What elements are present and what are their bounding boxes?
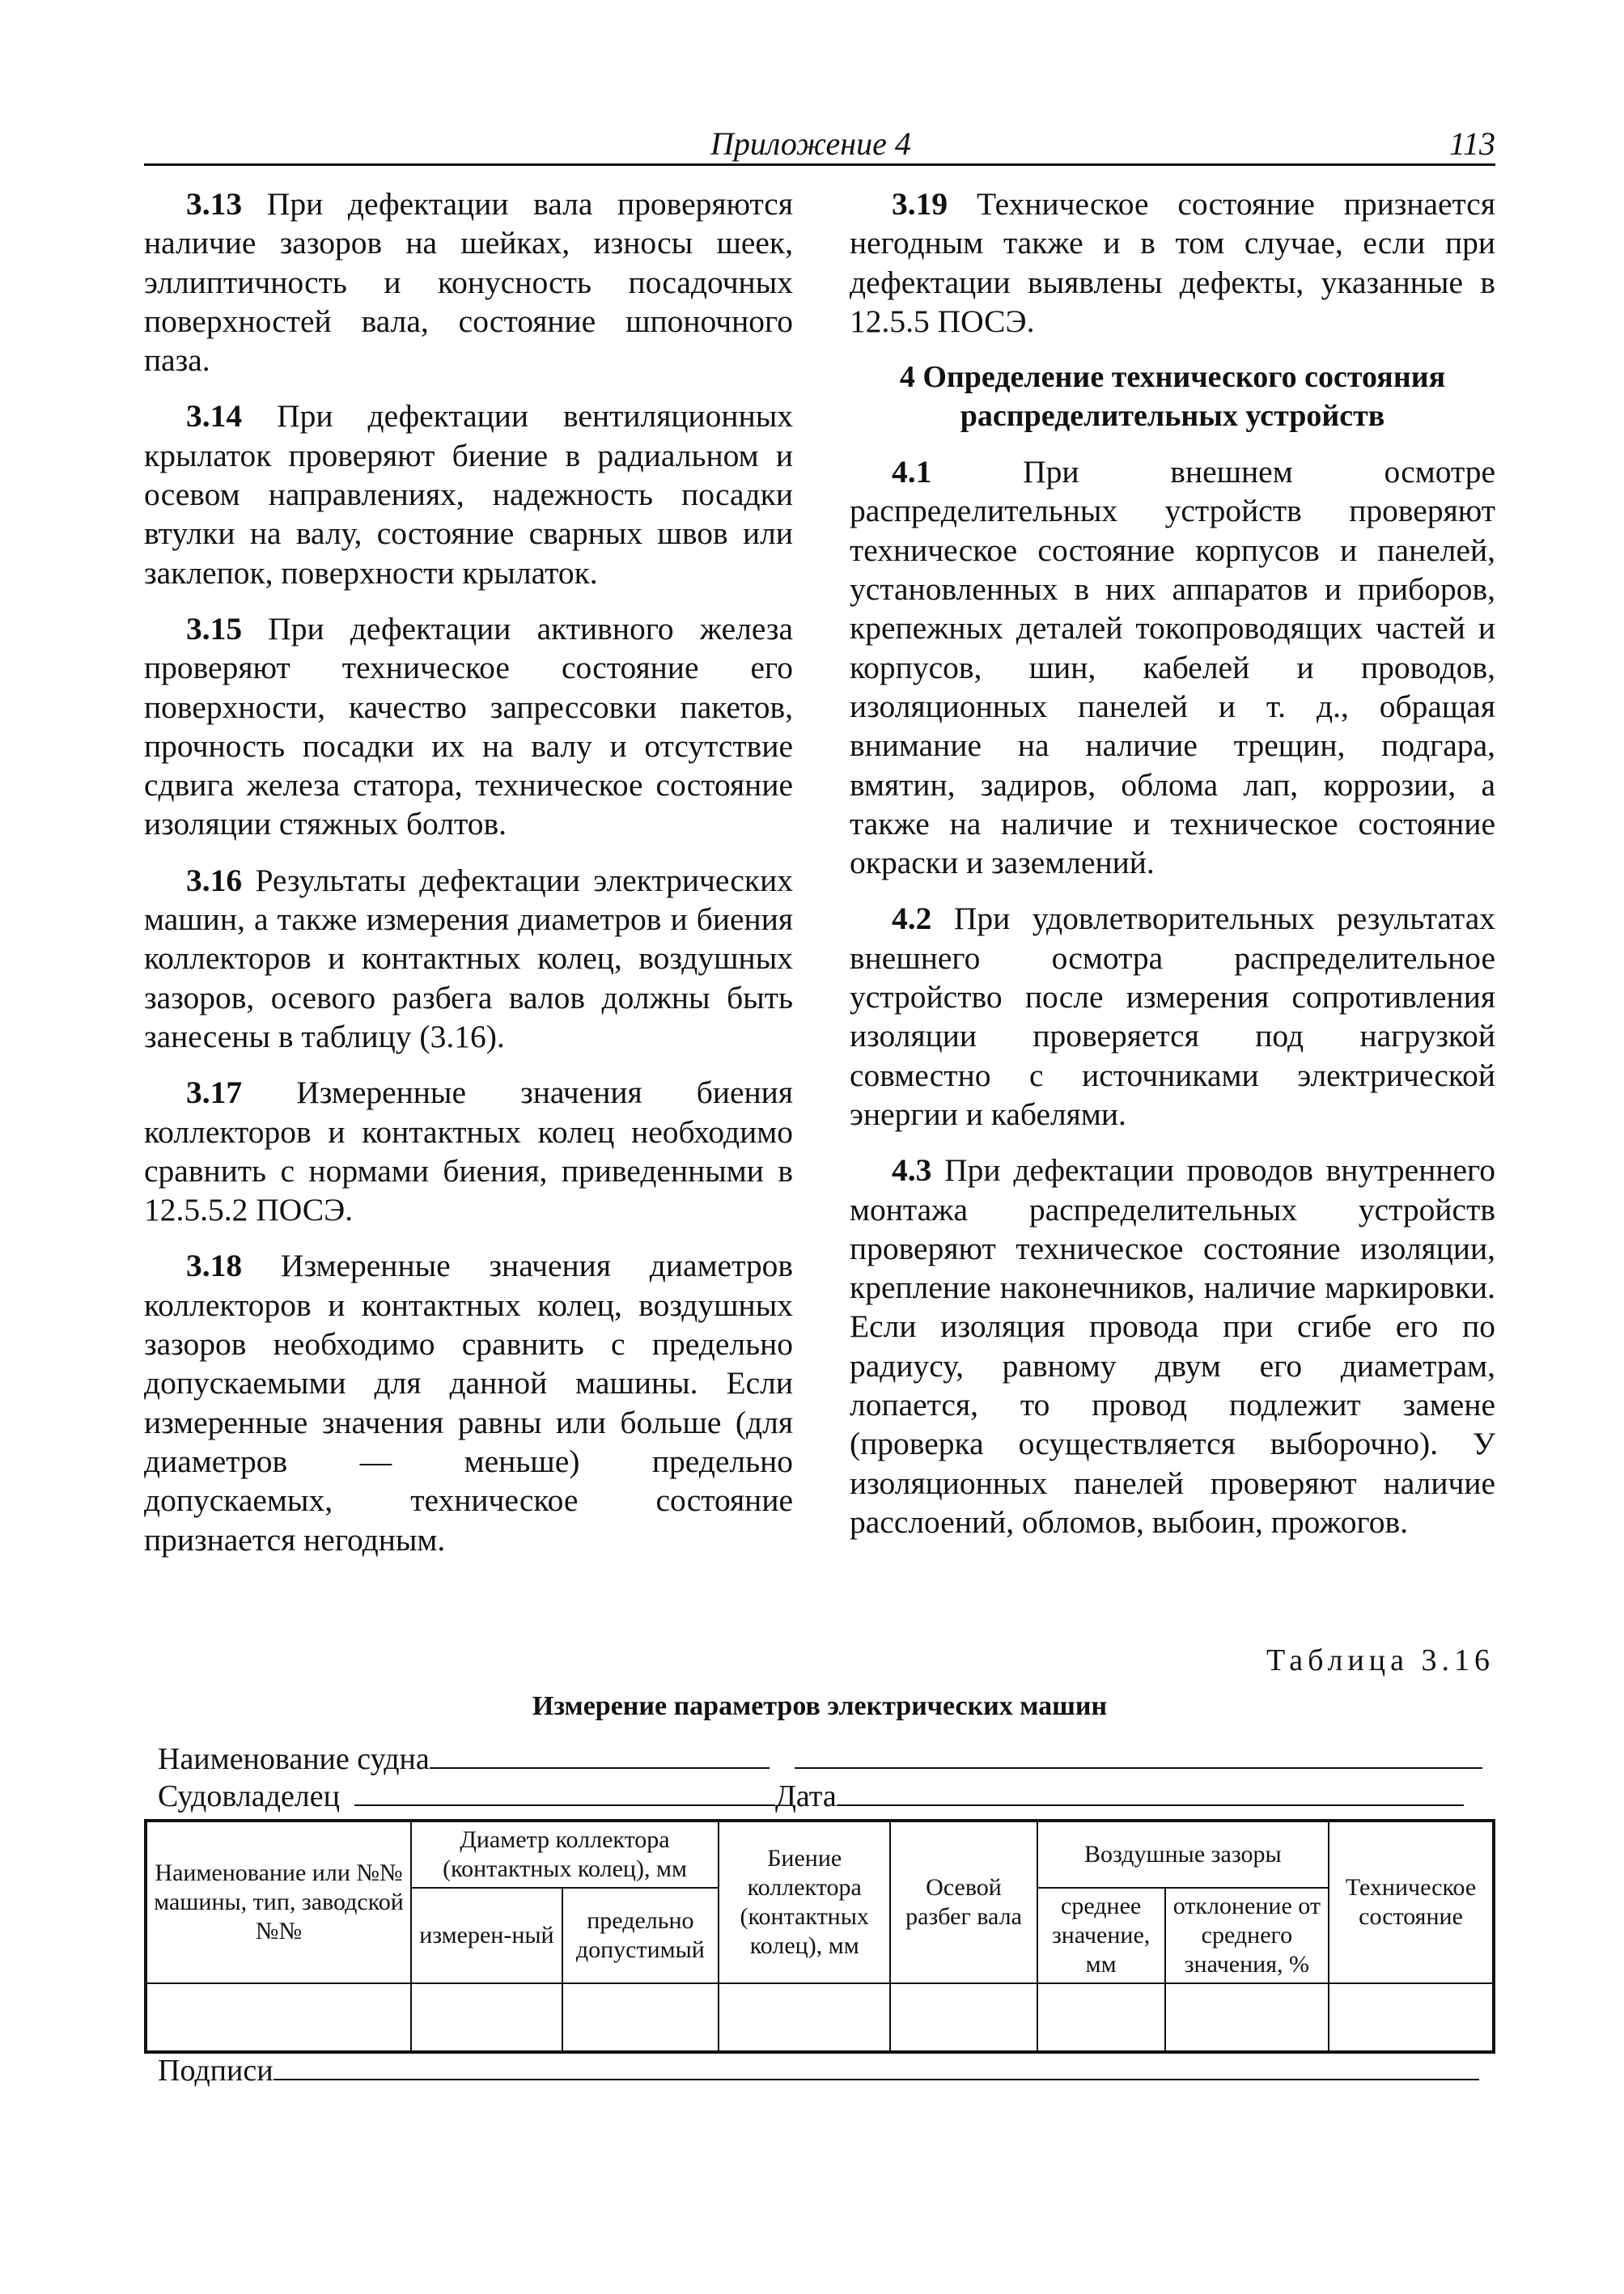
table-cell[interactable] — [1037, 1983, 1165, 2052]
table-title: Измерение параметров электрических машин — [532, 1691, 1108, 1721]
paragraph-3-19: 3.19 Техническое состояние признается негодным также и в том случае, если при дефектации выявлены дефекты, указанные в 12.5.5 ПОСЭ. — [850, 186, 1495, 339]
owner-row — [158, 1777, 1464, 1814]
running-header — [144, 121, 1495, 166]
vessel-name-row — [158, 1740, 1482, 1777]
right-column — [850, 184, 1495, 1558]
table-cell[interactable] — [719, 1983, 890, 2052]
signatures-row — [158, 2051, 1479, 2088]
table-cell[interactable] — [1165, 1983, 1329, 2052]
vessel-name-field[interactable] — [430, 1740, 770, 1769]
table-cell[interactable] — [890, 1983, 1037, 2052]
header-gap-deviation: отклонение от среднего значения, % — [1165, 1888, 1329, 1983]
vessel-name-field-2[interactable] — [795, 1740, 1482, 1769]
header-diameter-limit: предельно допустимый — [562, 1888, 719, 1983]
paragraph-3-17: 3.17 Измеренные значения биения коллекторов и контактных колец необходимо сравнить с нормами биения, приведенными в 12.5.5.2 ПОСЭ. — [144, 1075, 793, 1228]
header-condition: Техническое состояние — [1329, 1821, 1494, 1983]
signatures-label: Подписи — [158, 2054, 273, 2088]
paragraph-4-1: 4.1 При внешнем осмотре распределительных устройств проверяют техническое состояние корпусов и панелей, установленных в них аппаратов и приборов, крепежных деталей токопроводящих частей и корпусов, шин, кабелей и проводов, изоляционных панелей и т. д., обращая внимание на наличие трещин, подгара, вмятин, задиров, облома лап, коррозии, а также на наличие и техническое состояние окраски и заземлений. — [850, 454, 1495, 881]
table-cell[interactable] — [1329, 1983, 1494, 2052]
parameters-table — [144, 1819, 1495, 2054]
table-cell[interactable] — [411, 1983, 562, 2052]
paragraph-3-15: 3.15 При дефектации активного железа проверяют техническое состояние его поверхности, качество запрессовки пакетов, прочность посадки их на валу и отсутствие сдвига железа статора, техническое состояние изоляции стяжных болтов. — [144, 610, 793, 842]
paragraph-4-2: 4.2 При удовлетворительных результатах внешнего осмотра распределительное устройство после измерения сопротивления изоляции проверяется под нагрузкой совместно с источниками электрической энергии и кабелями. — [850, 901, 1495, 1132]
header-diameter: Диаметр коллектора (контактных колец), мм — [411, 1821, 719, 1888]
paragraph-4-3: 4.3 При дефектации проводов внутреннего монтажа распределительных устройств проверяют техническое состояние изоляции, крепление наконечников, наличие маркировки. Если изоляция провода при сгибе его по радиусу, равному двум его диаметрам, лопается, то провод подлежит замене (проверка осуществляется выборочно). У изоляционных панелей проверяют наличие расслоений, обломов, выбоин, прожогов. — [850, 1152, 1495, 1540]
paragraph-3-18: 3.18 Измеренные значения диаметров коллекторов и контактных колец, воздушных зазоров необходимо сравнить с предельно допускаемыми для данной машины. Если измеренные значения равны или больше (для диаметров — меньше) предельно допускаемых, техническое состояние признается негодным. — [144, 1248, 793, 1558]
signatures-field[interactable] — [273, 2051, 1479, 2080]
table-label: Таблица 3.16 — [1266, 1643, 1495, 1677]
page-number: 113 — [1448, 125, 1495, 162]
header-gap-mean: среднее значение, мм — [1037, 1888, 1165, 1983]
header-name: Наименование или №№ машины, тип, заводской №№ — [146, 1821, 411, 1983]
header-runout: Биение коллектора (контактных колец), мм — [719, 1821, 890, 1983]
date-field[interactable] — [837, 1777, 1464, 1806]
left-column — [144, 184, 793, 1576]
vessel-name-label: Наименование судна — [158, 1742, 430, 1776]
table-cell[interactable] — [146, 1983, 411, 2052]
table-row — [146, 1983, 1494, 2052]
paragraph-3-16: 3.16 Результаты дефектации электрических машин, а также измерения диаметров и биения коллекторов и контактных колец, воздушных зазоров, осевого разбега валов должны быть занесены в таблицу (3.16). — [144, 862, 793, 1054]
header-diameter-measured: измерен-ный — [411, 1888, 562, 1983]
header-axial: Осевой разбег вала — [890, 1821, 1037, 1983]
paragraph-3-14: 3.14 При дефектации вентиляционных крылаток проверяют биение в радиальном и осевом направлениях, надежность посадки втулки на валу, состояние сварных швов или заклепок, поверхности крылаток. — [144, 398, 793, 591]
owner-field[interactable] — [354, 1777, 775, 1806]
paragraph-3-13: 3.13 При дефектации вала проверяются наличие зазоров на шейках, износы шеек, эллиптичность и конусность посадочных поверхностей вала, состояние шпоночного паза. — [144, 186, 793, 379]
header-air-gaps: Воздушные зазоры — [1037, 1821, 1329, 1888]
owner-label: Судовладелец — [158, 1779, 340, 1813]
section-heading: 4 Определение технического состояния распределительных устройств — [899, 360, 1446, 434]
date-label: Дата — [774, 1779, 837, 1813]
table-cell[interactable] — [562, 1983, 719, 2052]
appendix-title: Приложение 4 — [710, 125, 911, 162]
